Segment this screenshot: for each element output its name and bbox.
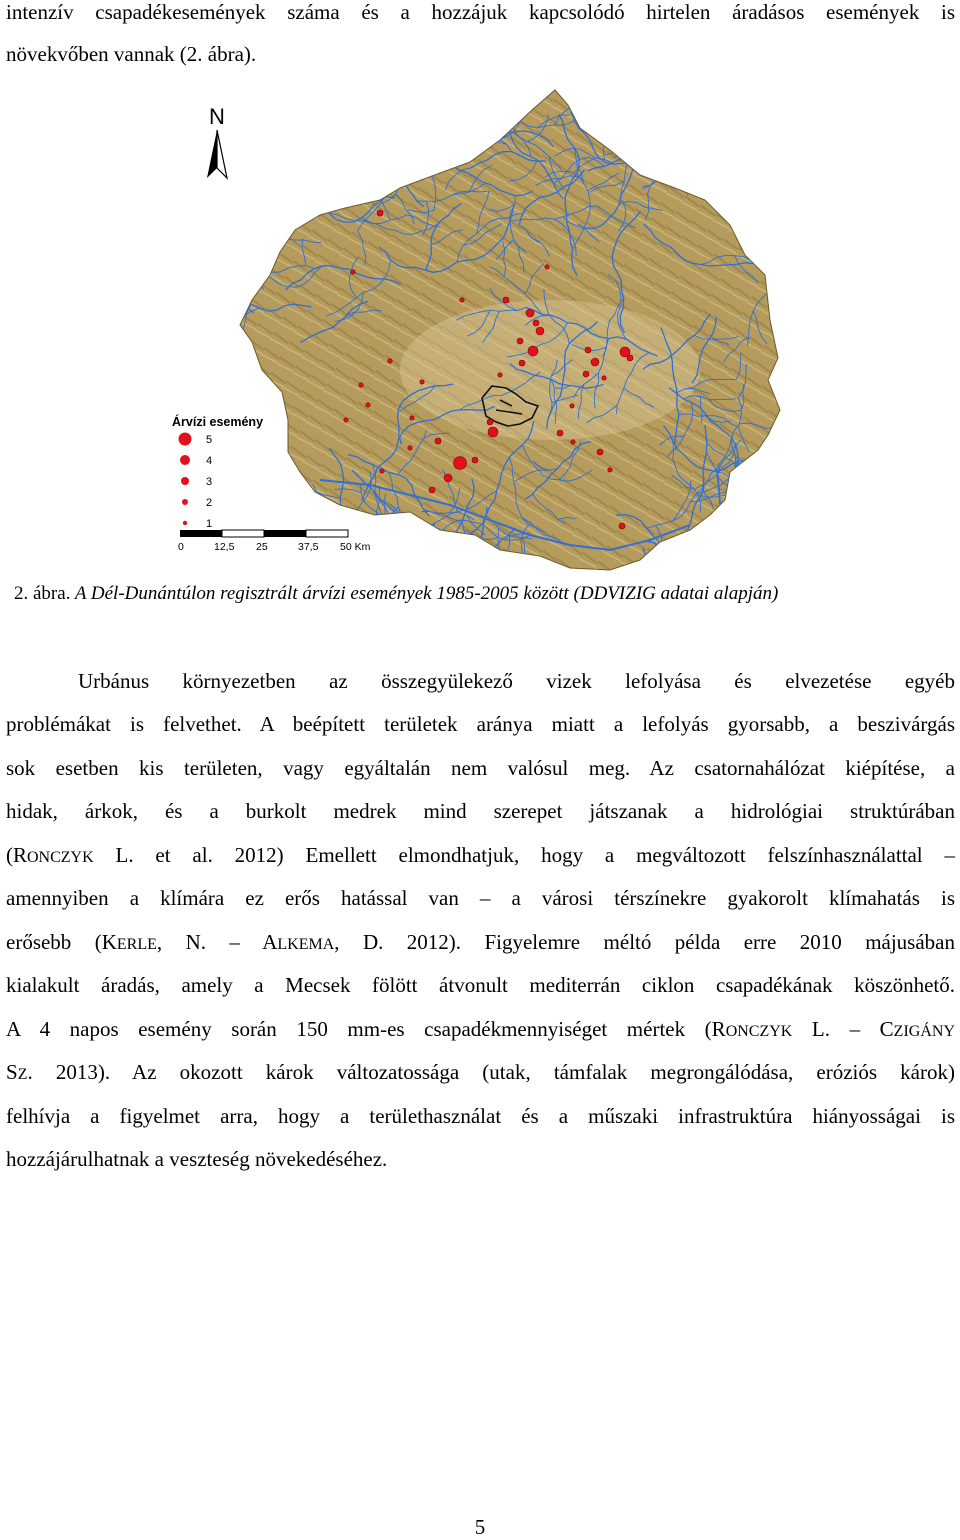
river (311, 80, 331, 106)
river (675, 80, 680, 93)
river (632, 162, 675, 174)
flood-event-dot (608, 468, 612, 472)
river (231, 270, 235, 287)
river (188, 175, 210, 190)
scale-tick-label: 12,5 (214, 541, 235, 553)
river (184, 275, 218, 337)
river (381, 524, 401, 542)
paragraph-line: erősebb (KERLE, N. – ALKEMA, D. 2012). Figyelemre méltó példa erre 2010 májusában (6, 930, 955, 954)
river (334, 147, 401, 183)
river (643, 548, 705, 572)
river (635, 134, 695, 145)
river (199, 313, 233, 319)
scale-tick-label: 25 (256, 541, 268, 553)
river (669, 553, 698, 572)
legend-symbol (182, 499, 188, 505)
legend-symbol (179, 433, 192, 446)
river (775, 468, 800, 476)
river (468, 80, 509, 94)
river (799, 214, 800, 247)
river (632, 95, 666, 105)
page-number: 5 (474, 1515, 486, 1539)
river (394, 109, 464, 119)
river (411, 138, 443, 155)
river (244, 80, 253, 114)
flood-event-dot (536, 327, 544, 335)
river (430, 546, 448, 549)
river (548, 80, 554, 83)
river (296, 568, 331, 572)
river (196, 370, 212, 392)
river (350, 94, 360, 173)
flood-event-dot (571, 440, 575, 444)
flood-event-dot (597, 449, 603, 455)
river (205, 186, 235, 204)
river (749, 81, 801, 158)
river (711, 155, 767, 180)
flood-event-dot (487, 419, 493, 425)
river (293, 168, 395, 198)
river (393, 560, 432, 572)
river (389, 89, 419, 163)
flood-event-dot (344, 418, 348, 422)
flood-event-dot (557, 430, 563, 436)
flood-event-dot (533, 320, 539, 326)
flood-event-dot (591, 358, 599, 366)
flood-event-dot (351, 270, 355, 274)
river (210, 314, 230, 330)
river (495, 561, 506, 572)
river (189, 244, 207, 245)
river (762, 468, 769, 548)
river (730, 488, 741, 502)
river (258, 216, 272, 249)
river (711, 180, 716, 206)
river (170, 235, 181, 257)
river (216, 348, 243, 351)
river (469, 80, 533, 105)
flood-event-dot (488, 427, 498, 437)
river (442, 532, 466, 566)
river (170, 259, 196, 282)
river (769, 239, 800, 252)
river (646, 541, 721, 572)
paragraph-line: hozzájárulhatnak a veszteség növekedéséhez. (6, 1147, 388, 1171)
river (753, 88, 794, 150)
legend-label: 2 (206, 497, 213, 509)
figure-caption (14, 583, 778, 605)
river (213, 328, 220, 354)
river (375, 524, 435, 558)
scale-tick-label: 50 Km (340, 541, 371, 553)
river (455, 563, 487, 573)
river (248, 165, 253, 244)
river (742, 113, 800, 182)
flood-event-dot (410, 416, 414, 420)
river (673, 562, 690, 568)
flood-event-dot (570, 404, 574, 408)
river (763, 213, 800, 231)
river (193, 240, 212, 269)
river (264, 198, 297, 209)
paragraph-line: felhívja a figyelmet arra, hogy a területhasználat és a műszaki infrastruktúra hiányosságai is (6, 1104, 955, 1128)
flood-event-dot (583, 371, 589, 377)
river (764, 80, 800, 126)
paragraph-line: kialakult áradás, amely a Mecsek fölött átvonult mediterrán ciklon csapadékának köszönhető. (6, 973, 955, 997)
river (218, 143, 360, 194)
body-text-line: intenzív csapadékesemények száma és a hozzájuk kapcsolódó hirtelen áradásos események is (6, 0, 955, 24)
scale-bar (178, 530, 371, 553)
river (674, 92, 725, 150)
river (472, 87, 499, 148)
paragraph-line: (RONCZYK L. et al. 2012) Emellett elmondhatjuk, hogy a megváltozott felszínhasználattal – (6, 843, 955, 867)
river (233, 106, 387, 152)
flood-event-dot (429, 487, 435, 493)
river (756, 436, 801, 518)
river (418, 535, 469, 572)
river (312, 556, 380, 572)
flood-event-dot (519, 360, 525, 366)
flood-events-map (170, 80, 800, 572)
river (200, 207, 254, 313)
flood-event-dot (377, 210, 383, 216)
river (183, 259, 264, 288)
river (788, 410, 790, 437)
river (170, 233, 173, 290)
river (244, 171, 286, 239)
paragraph-line: problémákat is felvethet. A beépített területek aránya miatt a lefolyás gyorsabb, a beszivárgás (6, 712, 955, 736)
river (238, 243, 253, 304)
river (403, 105, 454, 151)
river (262, 501, 323, 511)
flood-event-dot (528, 346, 538, 356)
flood-event-dot (627, 355, 633, 361)
river (434, 97, 457, 123)
river (257, 80, 285, 174)
flood-event-dot (454, 457, 467, 470)
river (334, 80, 393, 121)
river (265, 80, 296, 90)
river (170, 351, 171, 399)
flood-event-dot (420, 380, 424, 384)
river (223, 80, 269, 113)
river (248, 264, 271, 277)
scale-tick-label: 37,5 (298, 541, 319, 553)
river (303, 503, 314, 526)
river (427, 551, 462, 572)
flood-event-dot (444, 474, 452, 482)
caption-text: A Dél-Dunántúlon regisztrált árvízi események 1985-2005 között (DDVIZIG adatai alapján) (74, 583, 779, 604)
river (797, 397, 800, 443)
river (669, 135, 742, 164)
river (257, 464, 278, 492)
river (182, 152, 208, 156)
river (170, 216, 218, 238)
river (309, 96, 339, 113)
flood-event-dot (435, 438, 441, 444)
legend (172, 414, 263, 530)
river (795, 125, 800, 140)
legend-symbol (183, 521, 187, 525)
paragraph-line: A 4 napos esemény során 150 mm-es csapadékmennyiséget mértek (RONCZYK L. – CZIGÁNY (6, 1017, 955, 1041)
river (614, 146, 674, 160)
river (277, 102, 342, 125)
river (231, 569, 243, 572)
paragraph-line: SZ. 2013). Az okozott károk változatossága (utak, támfalak megrongálódása, eróziós károk) (6, 1060, 955, 1084)
river (194, 207, 205, 221)
river (633, 152, 658, 162)
river (173, 201, 243, 238)
river (259, 80, 303, 106)
river (416, 104, 435, 170)
river (638, 114, 660, 129)
river (264, 500, 288, 511)
river (387, 80, 397, 114)
river (172, 242, 197, 267)
river (756, 90, 767, 124)
river (172, 148, 234, 155)
river (170, 164, 266, 254)
river (766, 503, 790, 530)
river (429, 113, 461, 128)
river (737, 138, 758, 155)
legend-label: 1 (206, 518, 213, 530)
river (170, 309, 218, 322)
river (658, 80, 680, 128)
river (248, 179, 279, 197)
paragraph-line: sok esetben kis területen, vagy egyáltalán nem valósul meg. Az csatornahálózat kiépítése, a (6, 756, 955, 780)
river (795, 406, 800, 416)
river (432, 553, 450, 556)
flood-event-dot (545, 265, 549, 269)
river (797, 113, 801, 138)
scale-tick-label: 0 (178, 541, 184, 553)
river (493, 122, 499, 139)
river (328, 80, 356, 114)
river (170, 266, 221, 274)
river (732, 106, 755, 133)
flood-event-dot (619, 523, 625, 529)
river (215, 228, 219, 246)
river (194, 221, 210, 261)
river (397, 566, 432, 573)
river (191, 176, 216, 185)
flood-event-dot (602, 376, 606, 380)
river (353, 555, 383, 572)
river (196, 322, 210, 370)
river (216, 257, 233, 263)
river (430, 138, 456, 161)
river (438, 546, 445, 572)
flood-event-dot (498, 373, 502, 377)
river (738, 89, 760, 116)
river (788, 393, 794, 446)
river (371, 98, 500, 135)
river (325, 80, 354, 141)
river (719, 503, 740, 520)
river (686, 145, 699, 178)
river (298, 105, 306, 139)
paragraph-line: Urbánus környezetben az összegyülekező vizek lefolyása és elvezetése egyéb (78, 669, 955, 693)
north-label: N (209, 104, 225, 129)
flood-event-dot (472, 457, 478, 463)
river (330, 99, 361, 164)
river (187, 272, 202, 282)
river (731, 517, 766, 524)
river (226, 323, 231, 349)
flood-event-dot (380, 469, 384, 473)
river (334, 111, 367, 122)
river (467, 128, 482, 138)
paragraph-line: amennyiben a klímára ez erős hatással van – a városi térszínekre gyakorolt klímahatás is (6, 886, 955, 910)
north-arrow-icon (207, 104, 227, 178)
river (201, 270, 244, 282)
river (776, 80, 786, 107)
river (467, 547, 501, 559)
river (643, 102, 651, 127)
river (382, 517, 408, 522)
river (782, 122, 801, 151)
river (439, 529, 450, 572)
river (775, 283, 800, 307)
legend-symbol (181, 477, 189, 485)
river (210, 379, 221, 412)
flood-event-dot (388, 359, 392, 363)
caption-number: 2. ábra. (14, 583, 71, 604)
river (468, 565, 491, 572)
river (427, 529, 436, 563)
river (637, 135, 662, 145)
flood-event-dot (366, 403, 370, 407)
flood-event-dot (526, 309, 534, 317)
legend-label: 3 (206, 476, 213, 488)
river (461, 562, 479, 565)
river (182, 389, 204, 416)
river (170, 264, 177, 274)
paragraph-line: hidak, árkok, és a burkolt medrek mind szerepet játszanak a hidrológiai struktúrában (6, 799, 955, 823)
river (248, 227, 278, 247)
body-text-line: növekvőben vannak (2. ábra). (6, 42, 257, 66)
flood-event-dot (585, 347, 591, 353)
river (330, 118, 392, 165)
river (420, 116, 450, 136)
flood-event-dot (408, 446, 412, 450)
river (347, 121, 383, 125)
legend-title: Árvízi esemény (172, 415, 264, 429)
legend-symbol (180, 455, 190, 465)
river (669, 127, 775, 169)
river (394, 105, 453, 143)
river (282, 80, 409, 138)
river (715, 154, 741, 160)
flood-event-dot (460, 298, 464, 302)
river (731, 80, 748, 142)
river (219, 246, 250, 278)
flood-event-dot (359, 383, 363, 387)
river (170, 240, 185, 271)
river (428, 538, 442, 549)
legend-label: 4 (206, 455, 213, 467)
river (330, 93, 360, 113)
river (666, 80, 708, 124)
river (737, 147, 748, 225)
river (608, 123, 670, 129)
flood-event-dot (517, 338, 523, 344)
river (248, 256, 262, 267)
flood-event-dot (503, 297, 509, 303)
river (466, 121, 510, 130)
legend-label: 5 (206, 434, 213, 446)
river (771, 454, 795, 502)
mecsek-hills (400, 300, 700, 440)
